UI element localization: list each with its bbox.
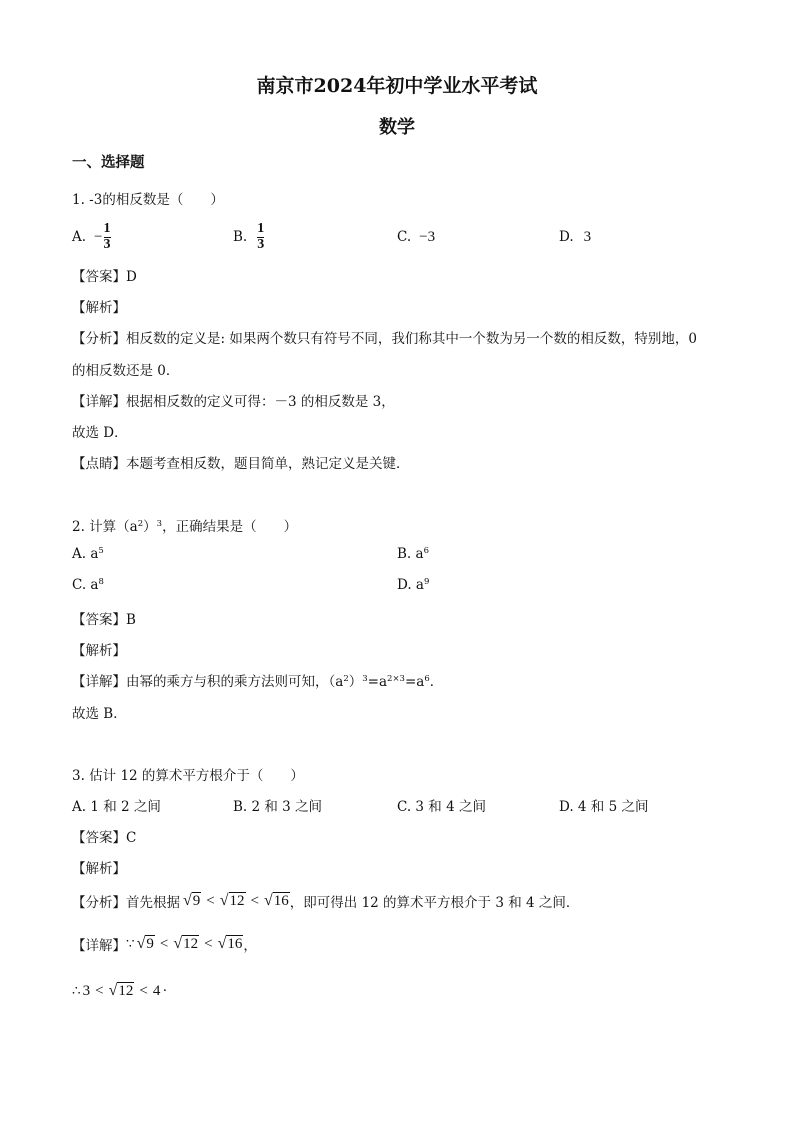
radicand: 16 [273,893,289,909]
xiangjie-tag: 【详解】 [72,938,126,954]
fraction-denominator: 3 [257,236,265,252]
q2-xiangjie-exp4: 6 [424,674,430,684]
radical-sign: √ [183,892,192,909]
q1-xiangjie [72,390,395,410]
radical-sign: √ [219,892,229,909]
radicand: 12 [183,936,199,952]
fraction-numerator: 1 [103,221,111,236]
sqrt-9 [137,935,155,953]
q1-option-b [233,222,264,252]
q2-option-b [397,546,429,562]
q1-option-a-sign: − [94,228,103,245]
q1-option-c-label: C. [397,229,412,245]
radicand: 9 [146,936,154,952]
q3-option-b: B. 2 和 3 之间 [233,799,323,815]
q2-option-d-label: D. a [397,577,424,593]
radicand: 12 [118,983,134,999]
radical-sign: √ [108,982,118,999]
q1-fenxi-text: 相反数的定义是: 如果两个数只有符号不同，我们称其中一个数为另一个数的相反数，特别地，0 [126,331,697,347]
answer-tag: 【答案】 [72,612,126,628]
q1-option-a-label: A. [72,229,87,246]
radicand: 9 [192,893,201,909]
fenxi-tag: 【分析】 [72,331,126,347]
q1-dianjing-text: 本题考查相反数，题目简单，熟记定义是关键． [126,456,410,472]
radical-sign: √ [217,935,227,952]
sqrt-9 [183,892,201,910]
less-than: < [204,935,213,952]
q3-answer-value: C [126,830,137,846]
q3-option-d: D. 4 和 5 之间 [559,799,649,815]
q1-fenxi-line2: 的相反数还是 0． [72,363,180,379]
q1-option-a-fraction [104,222,111,252]
q2-xiangjie-end: ． [429,674,444,690]
q1-option-c-value: −3 [419,229,436,245]
sqrt-12 [109,982,135,1000]
answer-tag: 【答案】 [72,830,126,846]
q2-option-c-exponent: 8 [98,577,104,587]
end-dot: · [162,982,168,999]
q2-stem-prefix: 2. 计算（a [72,519,138,535]
q2-option-a-label: A. a [72,546,99,562]
therefore-symbol: ∴ [72,983,81,999]
q2-stem-exponent-inner: 2 [137,519,144,529]
radicand: 12 [229,893,245,909]
q2-xiangjie-paren: ） [348,674,363,690]
q1-conclusion: 故选 D． [72,425,128,441]
q1-dianjing [72,452,410,472]
q2-answer-value: B [126,612,136,628]
less-than: < [95,982,104,999]
q2-xiangjie-prefix: 由幂的乘方与积的乘方法则可知，（a [126,674,344,690]
q1-answer [72,265,137,285]
q2-option-d [397,577,429,593]
q3-option-a: A. 1 和 2 之间 [72,799,161,815]
fenxi-tag: 【分析】 [72,895,126,911]
q2-xiangjie-exp1: 2 [343,674,349,684]
q2-xiangjie-exp3: 2×3 [387,674,405,684]
q2-option-b-exponent: 6 [423,546,429,556]
q2-option-c-label: C. a [72,577,99,593]
sqrt-12 [173,935,199,953]
number-4: 4 [152,982,161,999]
q3-option-c: C. 3 和 4 之间 [397,799,486,815]
less-than: < [250,892,259,909]
q1-stem: 1. -3的相反数是（ ） [72,192,224,208]
q2-analysis-tag: 【解析】 [72,643,126,659]
q2-stem-close-paren: ） [143,519,157,535]
sqrt-16 [264,892,290,910]
q1-option-d-label: D. [559,229,574,245]
q2-xiangjie-eq1: =a [367,674,388,690]
q2-stem-exponent-outer: 3 [156,519,163,529]
q1-option-b-label: B. [233,229,248,246]
q3-analysis-tag: 【解析】 [72,861,126,877]
q2-option-b-label: B. a [397,546,424,562]
less-than: < [206,892,215,909]
answer-tag: 【答案】 [72,269,126,285]
radical-sign: √ [264,892,273,909]
radical-sign: √ [136,935,146,952]
exam-title: 南京市2024年初中学业水平考试 [256,75,538,97]
subject-title: 数学 [379,117,415,138]
q1-fenxi [72,327,697,347]
q1-option-c [397,229,435,246]
q2-stem-suffix: ，正确结果是（ ） [162,519,298,535]
dianjing-tag: 【点睛】 [72,456,126,472]
less-than: < [159,935,169,952]
q1-answer-value: D [126,269,137,285]
q2-answer [72,608,136,628]
q2-xiangjie-exp2: 3 [362,674,368,684]
fraction-numerator: 1 [257,221,265,236]
xiangjie-tag: 【详解】 [72,674,126,690]
q3-answer [72,826,136,846]
q3-xiangjie-suffix: ， [243,938,257,954]
q3-fenxi-prefix: 首先根据 [126,895,180,911]
q2-stem [72,515,297,535]
q2-option-a-exponent: 5 [98,546,104,556]
q1-xiangjie-text: 根据相反数的定义可得：－3 的相反数是 3， [126,394,395,410]
number-3: 3 [82,982,91,999]
q3-stem: 3. 估计 12 的算术平方根介于（ ） [72,768,304,784]
q3-fenxi [72,891,579,911]
q3-therefore [72,982,167,1000]
less-than: < [139,982,148,999]
because-symbol: ∵ [126,936,135,952]
section-heading: 一、选择题 [72,154,145,171]
q1-option-d [559,229,591,246]
q2-option-c [72,577,104,593]
sqrt-16 [218,935,244,953]
q3-fenxi-suffix: ，即可得出 12 的算术平方根介于 3 和 4 之间． [289,895,580,911]
fraction-denominator: 3 [103,236,111,252]
q1-analysis-tag: 【解析】 [72,300,126,316]
q1-option-b-fraction [257,222,264,252]
sqrt-12 [220,892,246,910]
q2-option-a [72,546,104,562]
q2-option-d-exponent: 9 [423,577,430,587]
q2-xiangjie-eq2: =a [404,674,425,690]
xiangjie-tag: 【详解】 [72,394,126,410]
radical-sign: √ [173,935,183,952]
q2-xiangjie [72,670,443,690]
q1-option-d-value: 3 [583,229,592,245]
q1-option-a [72,222,111,252]
radicand: 16 [227,936,243,952]
q2-conclusion: 故选 B． [72,706,127,722]
q3-xiangjie [72,934,257,954]
